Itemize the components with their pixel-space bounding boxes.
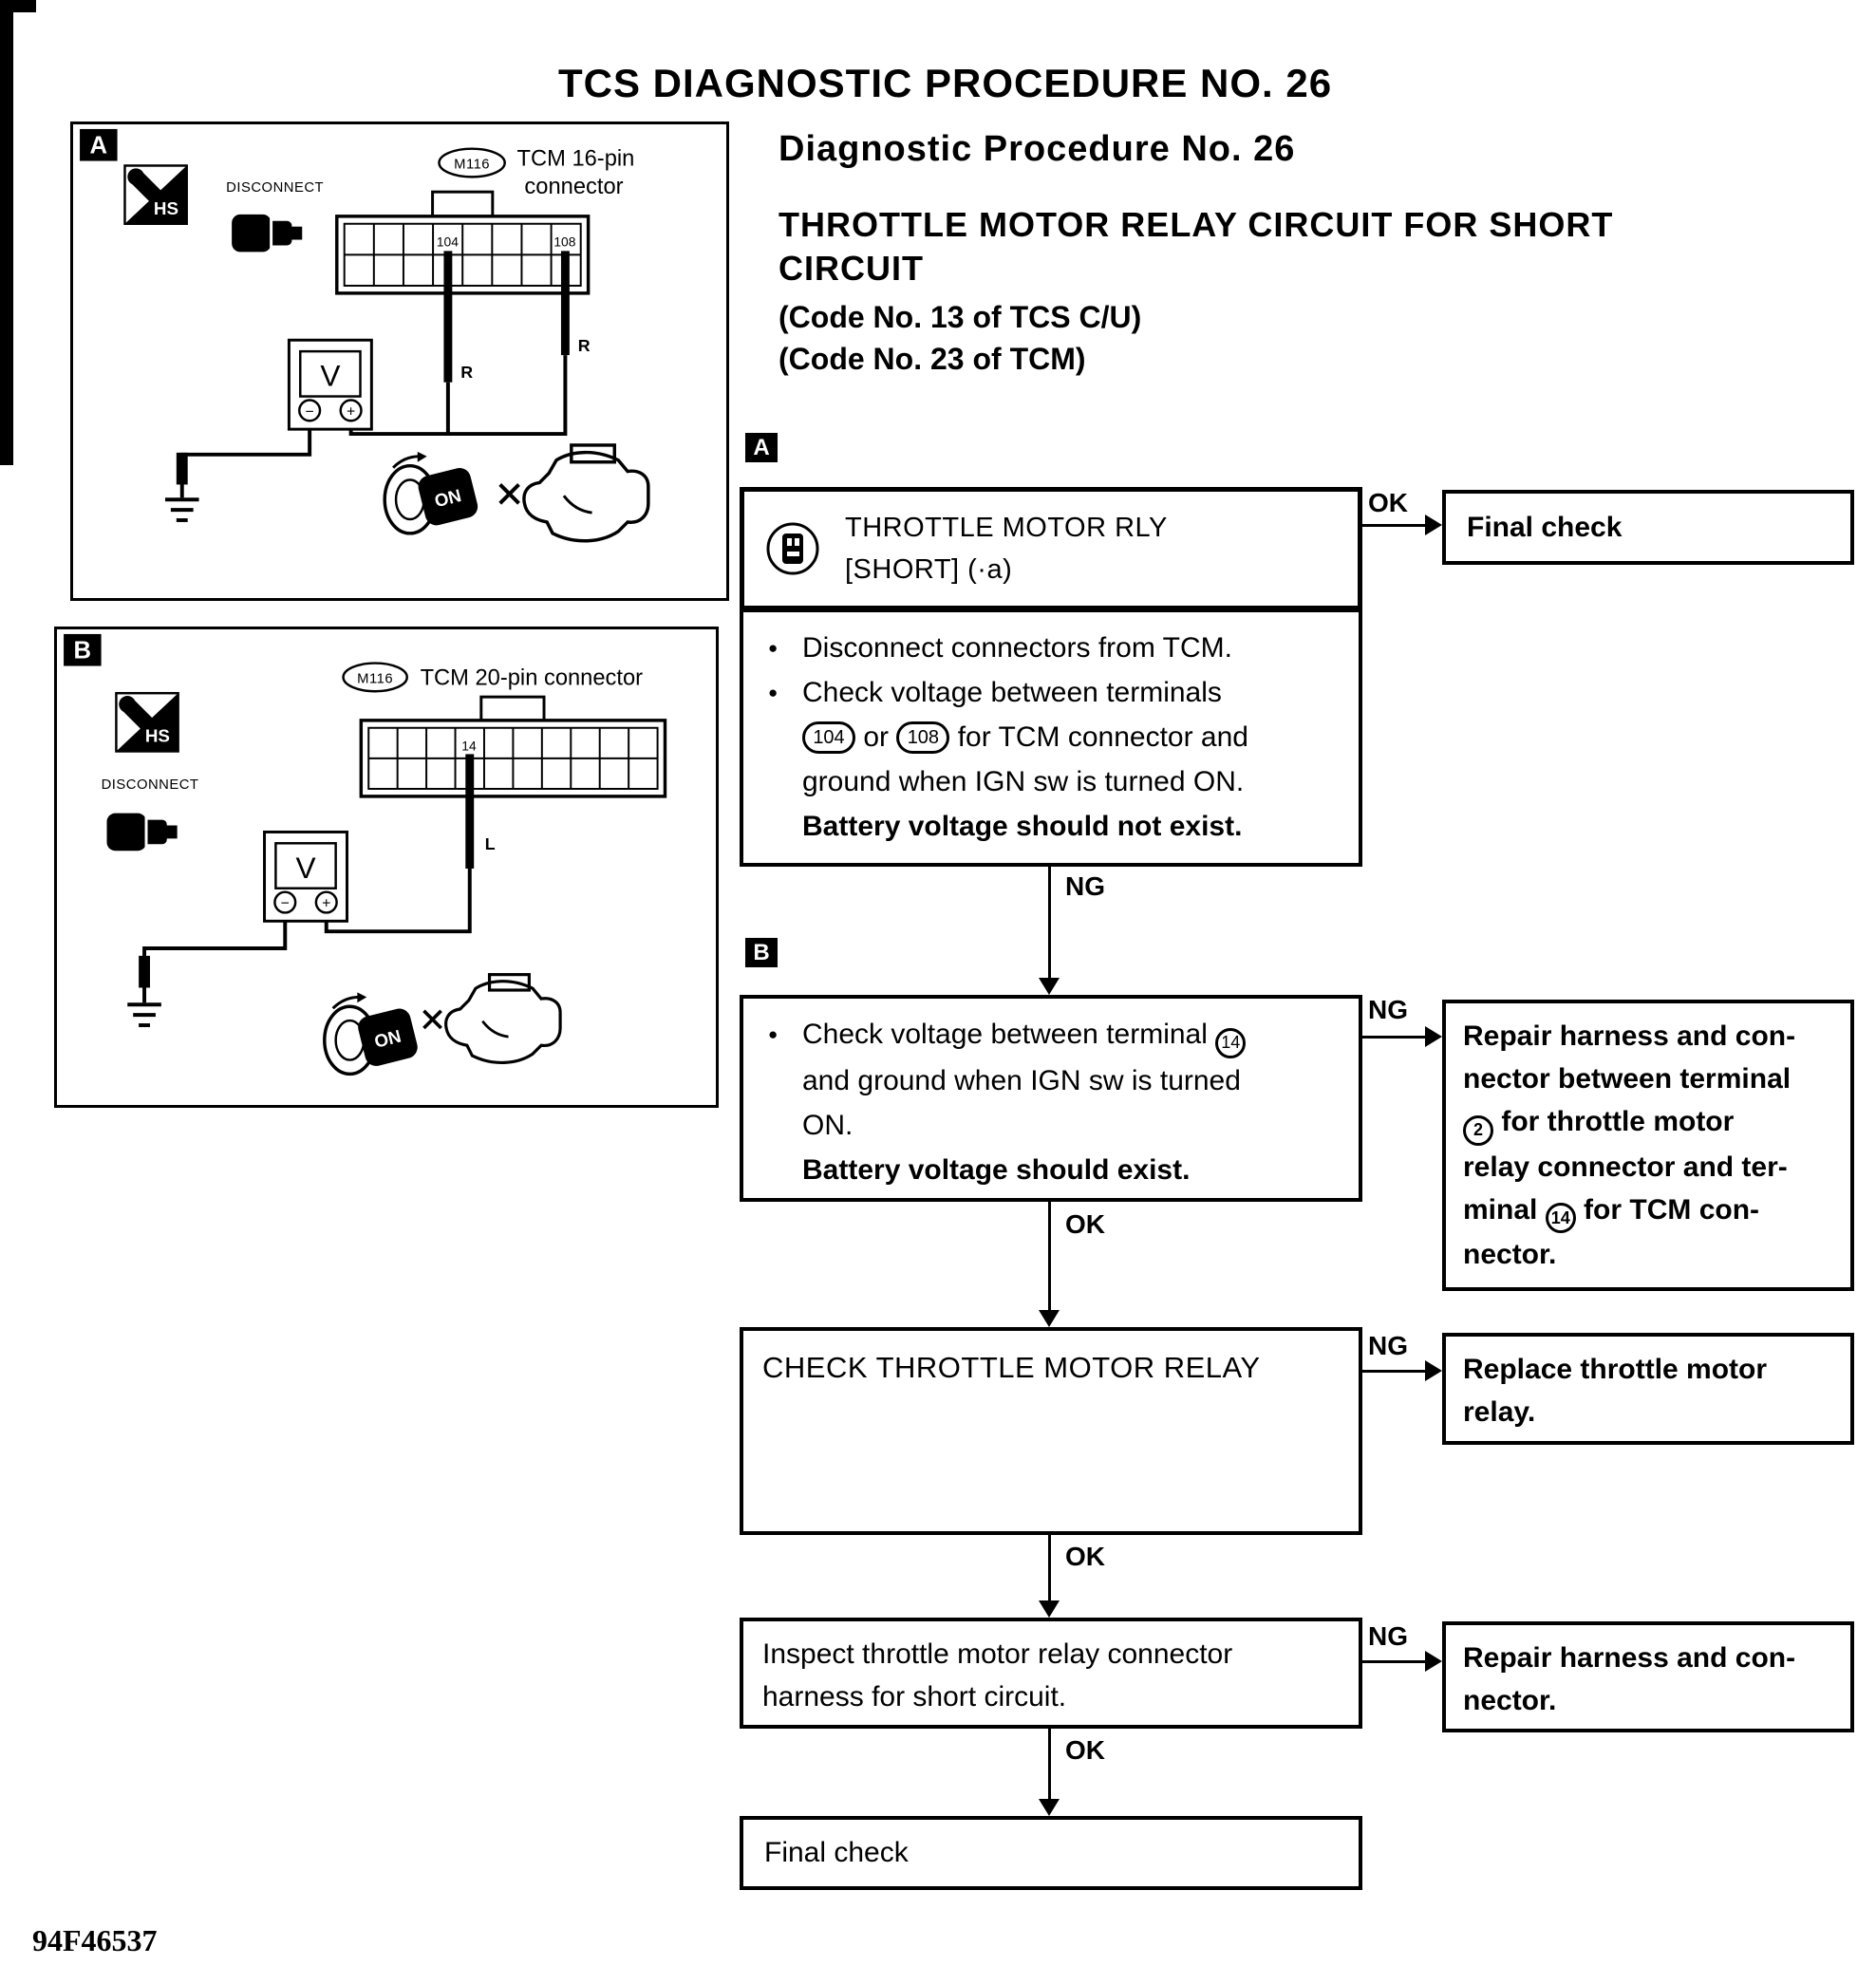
- arrow-ng3-head: [1425, 1360, 1442, 1381]
- step1-bullet2-line2-text: for TCM connector and: [957, 721, 1248, 753]
- tcm-20pin-connector-graphic: [361, 697, 665, 796]
- diagram-b-illustration: [57, 629, 716, 1105]
- ground-wire: [144, 921, 285, 1002]
- svg-text:HS: HS: [144, 725, 170, 746]
- repair1-line4: relay connector and ter-: [1463, 1151, 1788, 1183]
- final-check-top-box: [1442, 490, 1854, 565]
- procedure-subtitle: Diagnostic Procedure No. 26: [779, 129, 1296, 169]
- final-check-bottom-box: [740, 1816, 1362, 1890]
- voltmeter: [265, 832, 347, 921]
- ignition-key-icon: [325, 992, 420, 1074]
- panel-a-label: [80, 129, 118, 161]
- connector-name-line1: TCM 16-pin: [516, 146, 635, 172]
- repair1-line2: nector between terminal: [1463, 1063, 1792, 1095]
- diagram-a-illustration: [73, 124, 726, 598]
- step4-box: [740, 1618, 1362, 1729]
- repair1-line6: nector.: [1463, 1239, 1557, 1270]
- svg-text:M116: M116: [454, 157, 491, 173]
- wire-color-label: L: [484, 834, 496, 854]
- disconnect-label: DISCONNECT: [226, 180, 325, 197]
- procedure-title-line1: THROTTLE MOTOR RELAY CIRCUIT FOR SHORT: [779, 205, 1614, 244]
- step1-bullet2-line1-text: Check voltage between terminals: [802, 677, 1222, 708]
- arrow-ok2-line: [1048, 1202, 1051, 1310]
- connector-ref-badge: [344, 664, 407, 692]
- repair2-line2: relay.: [1463, 1396, 1536, 1428]
- step1-bullet2-line2: [743, 715, 1359, 759]
- terminal-108-badge: 108: [896, 721, 949, 754]
- arrow-ok2-head: [1039, 1310, 1060, 1327]
- ground-wire: [182, 429, 310, 497]
- step2-line3-text: ON.: [802, 1109, 854, 1141]
- repair3-line2: nector.: [1463, 1685, 1557, 1716]
- code-line1: (Code No. 13 of TCS C/U): [779, 300, 1142, 334]
- step4-line2: harness for short circuit.: [762, 1681, 1067, 1713]
- disconnect-label: DISCONNECT: [101, 777, 199, 793]
- diagram-panel-b: [54, 627, 719, 1108]
- engine-icon: [423, 975, 560, 1063]
- flow-section-b-label: B: [745, 938, 778, 967]
- arrow-ok4-head: [1039, 1799, 1060, 1816]
- wire-color-label-2: R: [577, 336, 591, 356]
- terminal-14-badge: 14: [1215, 1028, 1246, 1058]
- terminal-2-badge: 2: [1463, 1115, 1493, 1146]
- ground-symbol: [165, 499, 199, 520]
- repair1-line5-text: for TCM con-: [1584, 1193, 1760, 1226]
- step1-action-box: [740, 608, 1362, 867]
- repair1-line3-text: for throttle motor: [1501, 1106, 1735, 1137]
- step1-title-line1: THROTTLE MOTOR RLY: [845, 513, 1168, 543]
- step1-title-line2: [SHORT] (·a): [845, 554, 1013, 585]
- step2-line1: [743, 1012, 1359, 1058]
- pin-104-label: 104: [436, 234, 459, 250]
- ng-label-4: NG: [1368, 1621, 1408, 1651]
- procedure-title-line2: CIRCUIT: [779, 249, 924, 288]
- hs-icon: [116, 693, 178, 751]
- ignition-key-icon: [385, 452, 479, 533]
- svg-text:ON: ON: [432, 485, 463, 512]
- ng-label-1: NG: [1065, 871, 1105, 901]
- step3-text: CHECK THROTTLE MOTOR RELAY: [762, 1351, 1261, 1384]
- svg-text:HS: HS: [153, 197, 178, 218]
- arrow-ng2-head: [1425, 1026, 1442, 1047]
- step1-bullet1: [743, 626, 1359, 670]
- pin-14-label: 14: [461, 738, 477, 754]
- arrow-ok1-line: [1362, 524, 1427, 527]
- connector-name-line2: connector: [524, 175, 624, 200]
- arrow-ng2-line: [1362, 1036, 1427, 1039]
- step1-bullet2-line3-text: ground when IGN sw is turned ON.: [802, 766, 1245, 797]
- disconnect-plug-icon: [232, 213, 302, 253]
- connector-name: TCM 20-pin connector: [420, 665, 644, 691]
- arrow-ng4-head: [1425, 1651, 1442, 1672]
- flow-section-a-label: A: [745, 433, 778, 462]
- page-title: TCS DIAGNOSTIC PROCEDURE NO. 26: [558, 61, 1333, 105]
- diagram-panel-a: [70, 122, 729, 601]
- ground-symbol: [127, 1004, 161, 1025]
- arrow-ok4-line: [1048, 1729, 1051, 1799]
- arrow-ok3-head: [1039, 1600, 1060, 1618]
- svg-text:−: −: [280, 895, 290, 912]
- step2-line3: [743, 1103, 1359, 1148]
- step1-bullet1-text: Disconnect connectors from TCM.: [802, 632, 1232, 664]
- repair1-line1: Repair harness and con-: [1463, 1020, 1796, 1052]
- step2-line2: [743, 1058, 1359, 1103]
- svg-text:V: V: [295, 850, 316, 885]
- svg-text:A: A: [89, 132, 108, 159]
- wire-sleeve: [177, 453, 188, 485]
- voltmeter: [289, 340, 371, 429]
- svg-text:ON: ON: [372, 1025, 403, 1052]
- ok-label-1: OK: [1368, 488, 1408, 517]
- repair1-line5-pre: minal: [1463, 1193, 1538, 1226]
- step2-line2-text: and ground when IGN sw is turned: [802, 1064, 1241, 1096]
- step2-emphasis: [743, 1148, 1359, 1192]
- hs-icon: [124, 165, 186, 223]
- scan-artifact-horizontal: [0, 0, 36, 12]
- final-check-top-text: Final check: [1467, 511, 1623, 543]
- step2-line1-text: Check voltage between terminal: [802, 1019, 1208, 1050]
- svg-text:V: V: [320, 358, 341, 393]
- pin-108-label: 108: [553, 234, 576, 250]
- svg-text:B: B: [73, 637, 92, 664]
- step1-bullet2-line1: [743, 670, 1359, 715]
- connector-ref-badge: [440, 149, 505, 178]
- step3-box: [740, 1327, 1362, 1535]
- repair3-box: [1442, 1621, 1854, 1732]
- step1-title-box: [740, 487, 1362, 610]
- svg-text:+: +: [347, 403, 356, 421]
- final-check-bottom-text: Final check: [764, 1837, 909, 1868]
- arrow-ok1-head: [1425, 515, 1442, 535]
- repair1-box: [1442, 1000, 1854, 1291]
- arrow-ok3-line: [1048, 1535, 1051, 1600]
- disconnect-plug-icon: [107, 812, 178, 852]
- svg-text:−: −: [305, 403, 314, 421]
- engine-icon: [500, 445, 648, 541]
- terminal-14-badge-2: 14: [1546, 1203, 1576, 1233]
- test-probe-2: [561, 251, 570, 355]
- step1-bullet2-line3: [743, 759, 1359, 804]
- repair1-line5: [1463, 1189, 1833, 1234]
- code-line2: (Code No. 23 of TCM): [779, 342, 1086, 376]
- arrow-ng1-head: [1039, 978, 1060, 995]
- scan-artifact-vertical: [0, 0, 13, 465]
- repair2-box: [1442, 1333, 1854, 1445]
- svg-text:M116: M116: [357, 671, 394, 687]
- ng-label-3: NG: [1368, 1331, 1408, 1360]
- arrow-ng4-line: [1362, 1660, 1427, 1663]
- arrow-ng1-line: [1048, 867, 1051, 978]
- tcm-16pin-connector-graphic: [337, 192, 589, 293]
- step1-emphasis: [743, 804, 1359, 849]
- or-text: or: [863, 721, 890, 753]
- repair1-line3: [1463, 1100, 1833, 1146]
- svg-text:+: +: [322, 895, 331, 912]
- step4-line1: Inspect throttle motor relay connector: [762, 1638, 1233, 1670]
- repair2-line1: Replace throttle motor: [1463, 1354, 1768, 1385]
- test-probe: [465, 754, 474, 869]
- terminal-104-badge: 104: [802, 721, 855, 754]
- arrow-ng3-line: [1362, 1370, 1427, 1373]
- test-probe-1: [443, 251, 452, 382]
- step2-emphasis-text: Battery voltage should exist.: [802, 1153, 1191, 1186]
- ng-label-2: NG: [1368, 995, 1408, 1024]
- wire-color-label-1: R: [460, 362, 474, 382]
- step2-box: [740, 995, 1362, 1202]
- panel-b-label: [64, 634, 102, 666]
- wire-sleeve: [139, 956, 150, 988]
- step1-emphasis-text: Battery voltage should not exist.: [802, 811, 1243, 842]
- ok-label-2: OK: [1065, 1209, 1105, 1239]
- ok-label-4: OK: [1065, 1735, 1105, 1765]
- throttle-relay-icon: [765, 521, 820, 576]
- figure-code: 94F46537: [32, 1923, 158, 1957]
- ok-label-3: OK: [1065, 1542, 1105, 1571]
- repair3-line1: Repair harness and con-: [1463, 1642, 1796, 1674]
